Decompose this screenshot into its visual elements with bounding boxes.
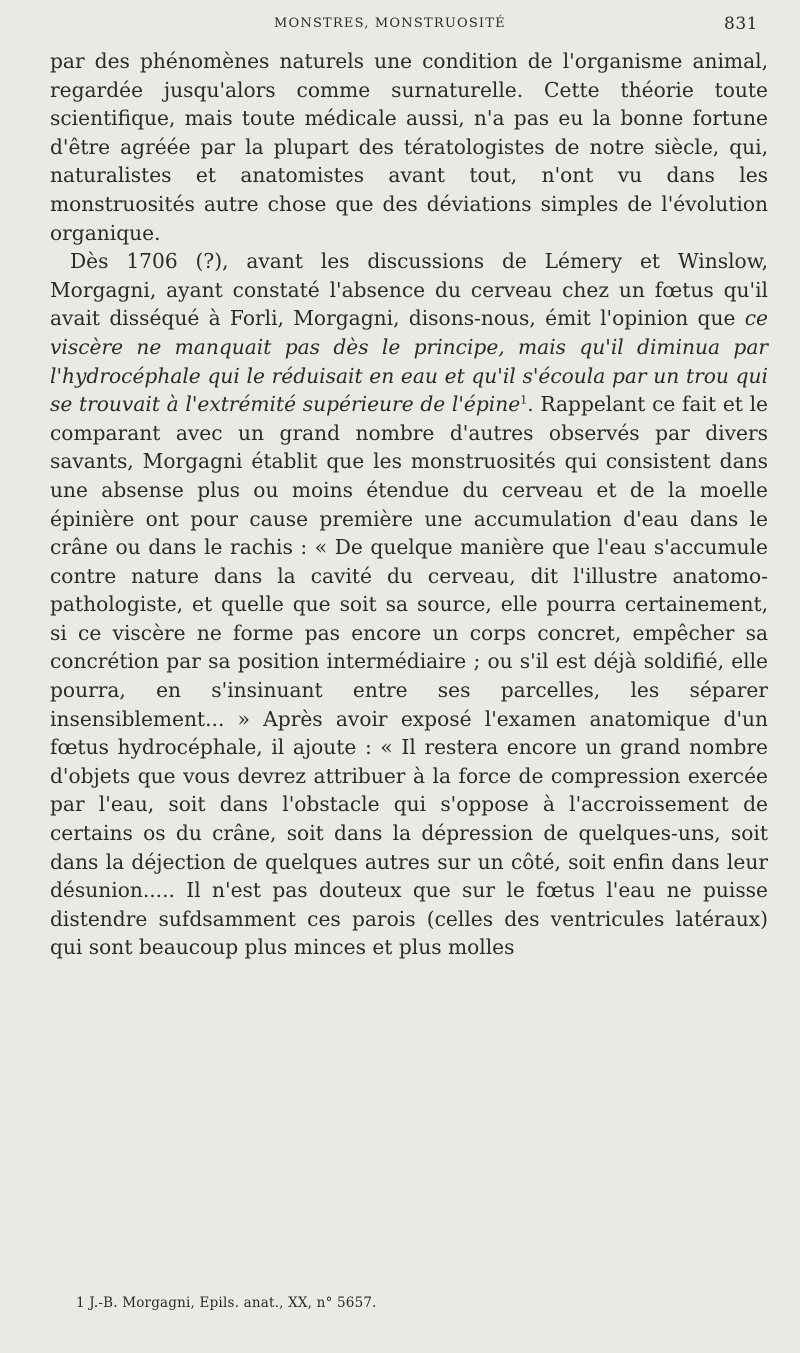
morgagni-quote-italic: ce viscère ne manquait pas dès le principe, mais qu'il diminua par l'hydrocéphale qui le réduisait en eau et qu'il s'écoula par un trou qui se trouvait à l'extrémité supérieure de l'épine — [50, 306, 768, 417]
paragraph-2-continuation: . Rappelant ce fait et le comparant avec un grand nombre d'autres observés par divers savants, Morgagni établit que les monstruosités qui consistent dans une absense plus ou moins étendue du cerveau et de la moelle épinière ont pour cause première une accumulation d'eau dans le crâne ou dans le rachis : « De quelque manière que l'eau s'accumule contre nature dans la cavité du cerveau, dit l'illustre anatomo-pathologiste, et quelle que soit sa source, elle pourra certainement, si ce viscère ne forme pas encore un corps concret, empêcher sa concrétion par sa position intermédiaire ; ou s'il est déjà soldifié, elle pourra, en s'insinuant entre ses parcelles, les séparer insensiblement... » Après avoir exposé l'examen anatomique d'un fœtus hydrocéphale, il ajoute : « Il restera encore un grand nombre d'objets que vous devrez attribuer à la force de compression exercée par l'eau, soit dans l'obstacle qui s'oppose à l'accroissement de certains os du crâne, soit dans la dépression de quelques-uns, soit dans la déjection de quelques autres sur un côté, soit enfin dans leur désunion..... Il n'est pas douteux que sur le fœtus l'eau ne puisse distendre sufdsamment ces parois (celles des ventricules latéraux) qui sont beaucoup plus minces et plus molles — [50, 392, 768, 960]
paragraph-1-text: par des phénomènes naturels une condition de l'organisme animal, regardée jusqu'alors comme surnaturelle. Cette théorie toute scientifique, mais toute médicale aussi, n'a pas eu la bonne fortune d'être agréée par la plupart des tératologistes de notre siècle, qui, naturalistes et anatomistes avant tout, n'ont vu dans les monstruosités autre chose que des déviations simples de l'évolution organique. — [50, 49, 768, 245]
paragraph-2 — [50, 247, 768, 962]
footnote-marker: 1 — [520, 393, 528, 407]
page-header — [50, 14, 768, 40]
paragraph-1 — [50, 47, 768, 247]
running-title: MONSTRES, MONSTRUOSITÉ — [274, 16, 506, 31]
page-number: 831 — [724, 14, 758, 34]
paragraph-2-intro: Dès 1706 (?), avant les discussions de Lémery et Winslow, Morgagni, ayant constaté l'absence du cerveau chez un fœtus qu'il avait disséqué à Forli, Morgagni, disons-nous, émit l'opinion que — [50, 249, 768, 331]
footnote: 1 J.-B. Morgagni, Epils. anat., XX, n° 5657. — [76, 1295, 377, 1311]
body-text — [50, 47, 768, 962]
